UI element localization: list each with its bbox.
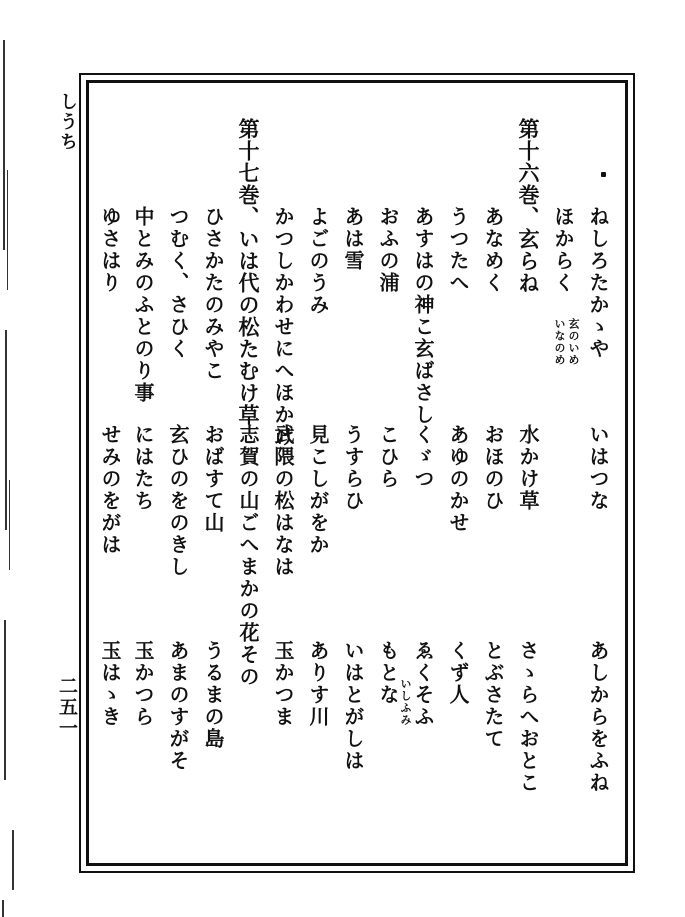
entry-note: いしふみ bbox=[399, 678, 412, 726]
entry: ひさかたのみやこ bbox=[201, 206, 225, 382]
entry: ほからく bbox=[551, 206, 575, 294]
entry: ありす川 bbox=[306, 640, 330, 728]
section-heading: 第十六巻、玄らね bbox=[516, 118, 541, 294]
entry: 玉かつら bbox=[131, 640, 155, 728]
entry: 玉はゝき bbox=[98, 640, 122, 728]
entry: ゆさはり bbox=[98, 206, 122, 294]
entry: 中とみのふとのり事 bbox=[131, 206, 155, 404]
entry: くゞつ bbox=[411, 424, 435, 490]
running-head: しうち bbox=[57, 92, 78, 152]
entry: とぶさたて bbox=[481, 640, 505, 750]
entry: ゑくそふ bbox=[411, 640, 435, 728]
entry: うるまの島 bbox=[201, 640, 225, 750]
entry: せみのをがは bbox=[98, 424, 122, 556]
entry: にはたち bbox=[131, 424, 155, 512]
entry: もとな bbox=[376, 640, 400, 706]
entry: うつたへ bbox=[446, 206, 470, 294]
entry: あしからをふね bbox=[586, 640, 610, 794]
entry: あなめく bbox=[481, 206, 505, 294]
entry: ねしろたかゝや bbox=[586, 206, 610, 360]
entry: おほのひ bbox=[481, 424, 505, 512]
entry: 見こしがをか bbox=[306, 424, 330, 556]
entry: よごのうみ bbox=[306, 206, 330, 316]
section-mark bbox=[601, 172, 606, 177]
section-heading: 第十七巻、いは代の松たむけ草 bbox=[236, 118, 261, 426]
entry: つむく、さひく bbox=[166, 206, 190, 360]
entry: 玄ひのをのきし bbox=[166, 424, 190, 578]
entry: あゆのかせ bbox=[446, 424, 470, 534]
entry: おばすて山 bbox=[201, 424, 225, 534]
entry: いはとがしは bbox=[341, 640, 365, 772]
left-edge-shadow bbox=[0, 0, 18, 917]
entry: あまのすがそ bbox=[166, 640, 190, 772]
entry: 玉かつま bbox=[271, 640, 295, 728]
entry: あは雪 bbox=[341, 206, 365, 272]
entry: あすはの神こ玄ばさし bbox=[411, 206, 435, 426]
entry: 武隈の松はなは bbox=[271, 424, 295, 578]
entry: こひら bbox=[376, 424, 400, 490]
entry: くず人 bbox=[446, 640, 470, 706]
entry: 志賀の山ごへまかの花その bbox=[236, 424, 260, 688]
entry: おふの浦 bbox=[376, 206, 400, 294]
page-number: 二五一 bbox=[56, 676, 78, 739]
entry: 水かけ草 bbox=[516, 424, 540, 512]
entry: うすらひ bbox=[341, 424, 365, 512]
entry: さゝらへおとこ bbox=[516, 640, 540, 794]
entry: かつしかわせにへほかけ bbox=[271, 206, 295, 448]
entry: いはつな bbox=[586, 424, 610, 512]
entry-note: 玄のいめ bbox=[567, 318, 580, 366]
entry-note: いなのめ bbox=[553, 318, 566, 366]
